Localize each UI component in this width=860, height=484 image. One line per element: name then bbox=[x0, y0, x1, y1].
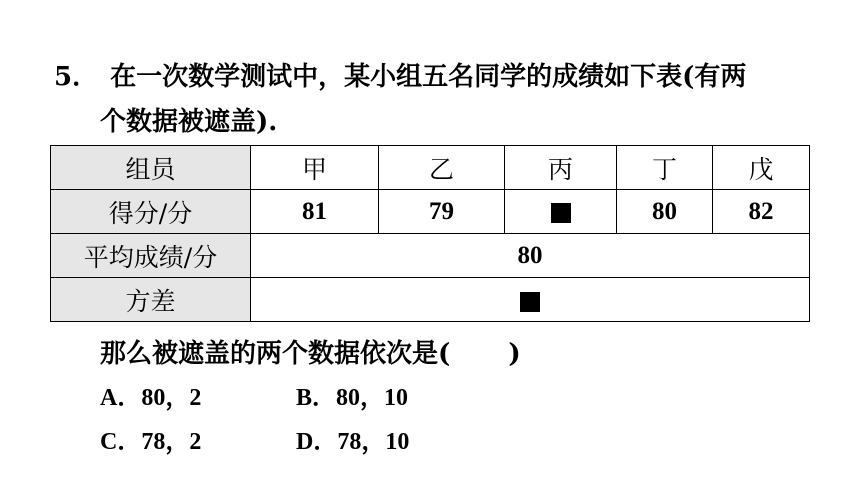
row-header-variance: 方差 bbox=[51, 278, 251, 322]
variance-cell-covered bbox=[251, 278, 810, 322]
member-cell: 丁 bbox=[617, 146, 713, 190]
average-cell: 80 bbox=[251, 234, 810, 278]
score-cell: 79 bbox=[379, 190, 505, 234]
table-row-scores bbox=[51, 190, 810, 234]
member-cell: 甲 bbox=[251, 146, 379, 190]
followup-close: ) bbox=[508, 339, 521, 369]
question-number: 5． bbox=[54, 62, 99, 92]
option-a[interactable]: A．80，2 bbox=[100, 385, 202, 411]
member-cell: 乙 bbox=[379, 146, 505, 190]
covered-variance-block bbox=[520, 292, 540, 312]
table-row-variance bbox=[51, 278, 810, 322]
score-cell: 80 bbox=[617, 190, 713, 234]
covered-score-block bbox=[551, 203, 571, 223]
question-line-1 bbox=[54, 56, 746, 93]
row-header-scores: 得分/分 bbox=[51, 190, 251, 234]
score-cell: 81 bbox=[251, 190, 379, 234]
row-header-average: 平均成绩/分 bbox=[51, 234, 251, 278]
row-header-members: 组员 bbox=[51, 146, 251, 190]
score-cell-covered bbox=[505, 190, 617, 234]
question-line-2: 个数据被遮盖). bbox=[100, 107, 278, 137]
option-b[interactable]: B．80，10 bbox=[296, 385, 409, 411]
member-cell: 丙 bbox=[505, 146, 617, 190]
option-c[interactable]: C．78，2 bbox=[100, 429, 202, 455]
score-table bbox=[50, 145, 810, 322]
table-row-average bbox=[51, 234, 810, 278]
followup-text: 那么被遮盖的两个数据依次是( bbox=[100, 339, 451, 369]
table-row-members bbox=[51, 146, 810, 190]
question-text-1: 在一次数学测试中，某小组五名同学的成绩如下表(有两 bbox=[110, 62, 747, 92]
option-d[interactable]: D．78，10 bbox=[296, 429, 410, 455]
followup-question bbox=[100, 333, 521, 370]
score-cell: 82 bbox=[713, 190, 810, 234]
member-cell: 戊 bbox=[713, 146, 810, 190]
